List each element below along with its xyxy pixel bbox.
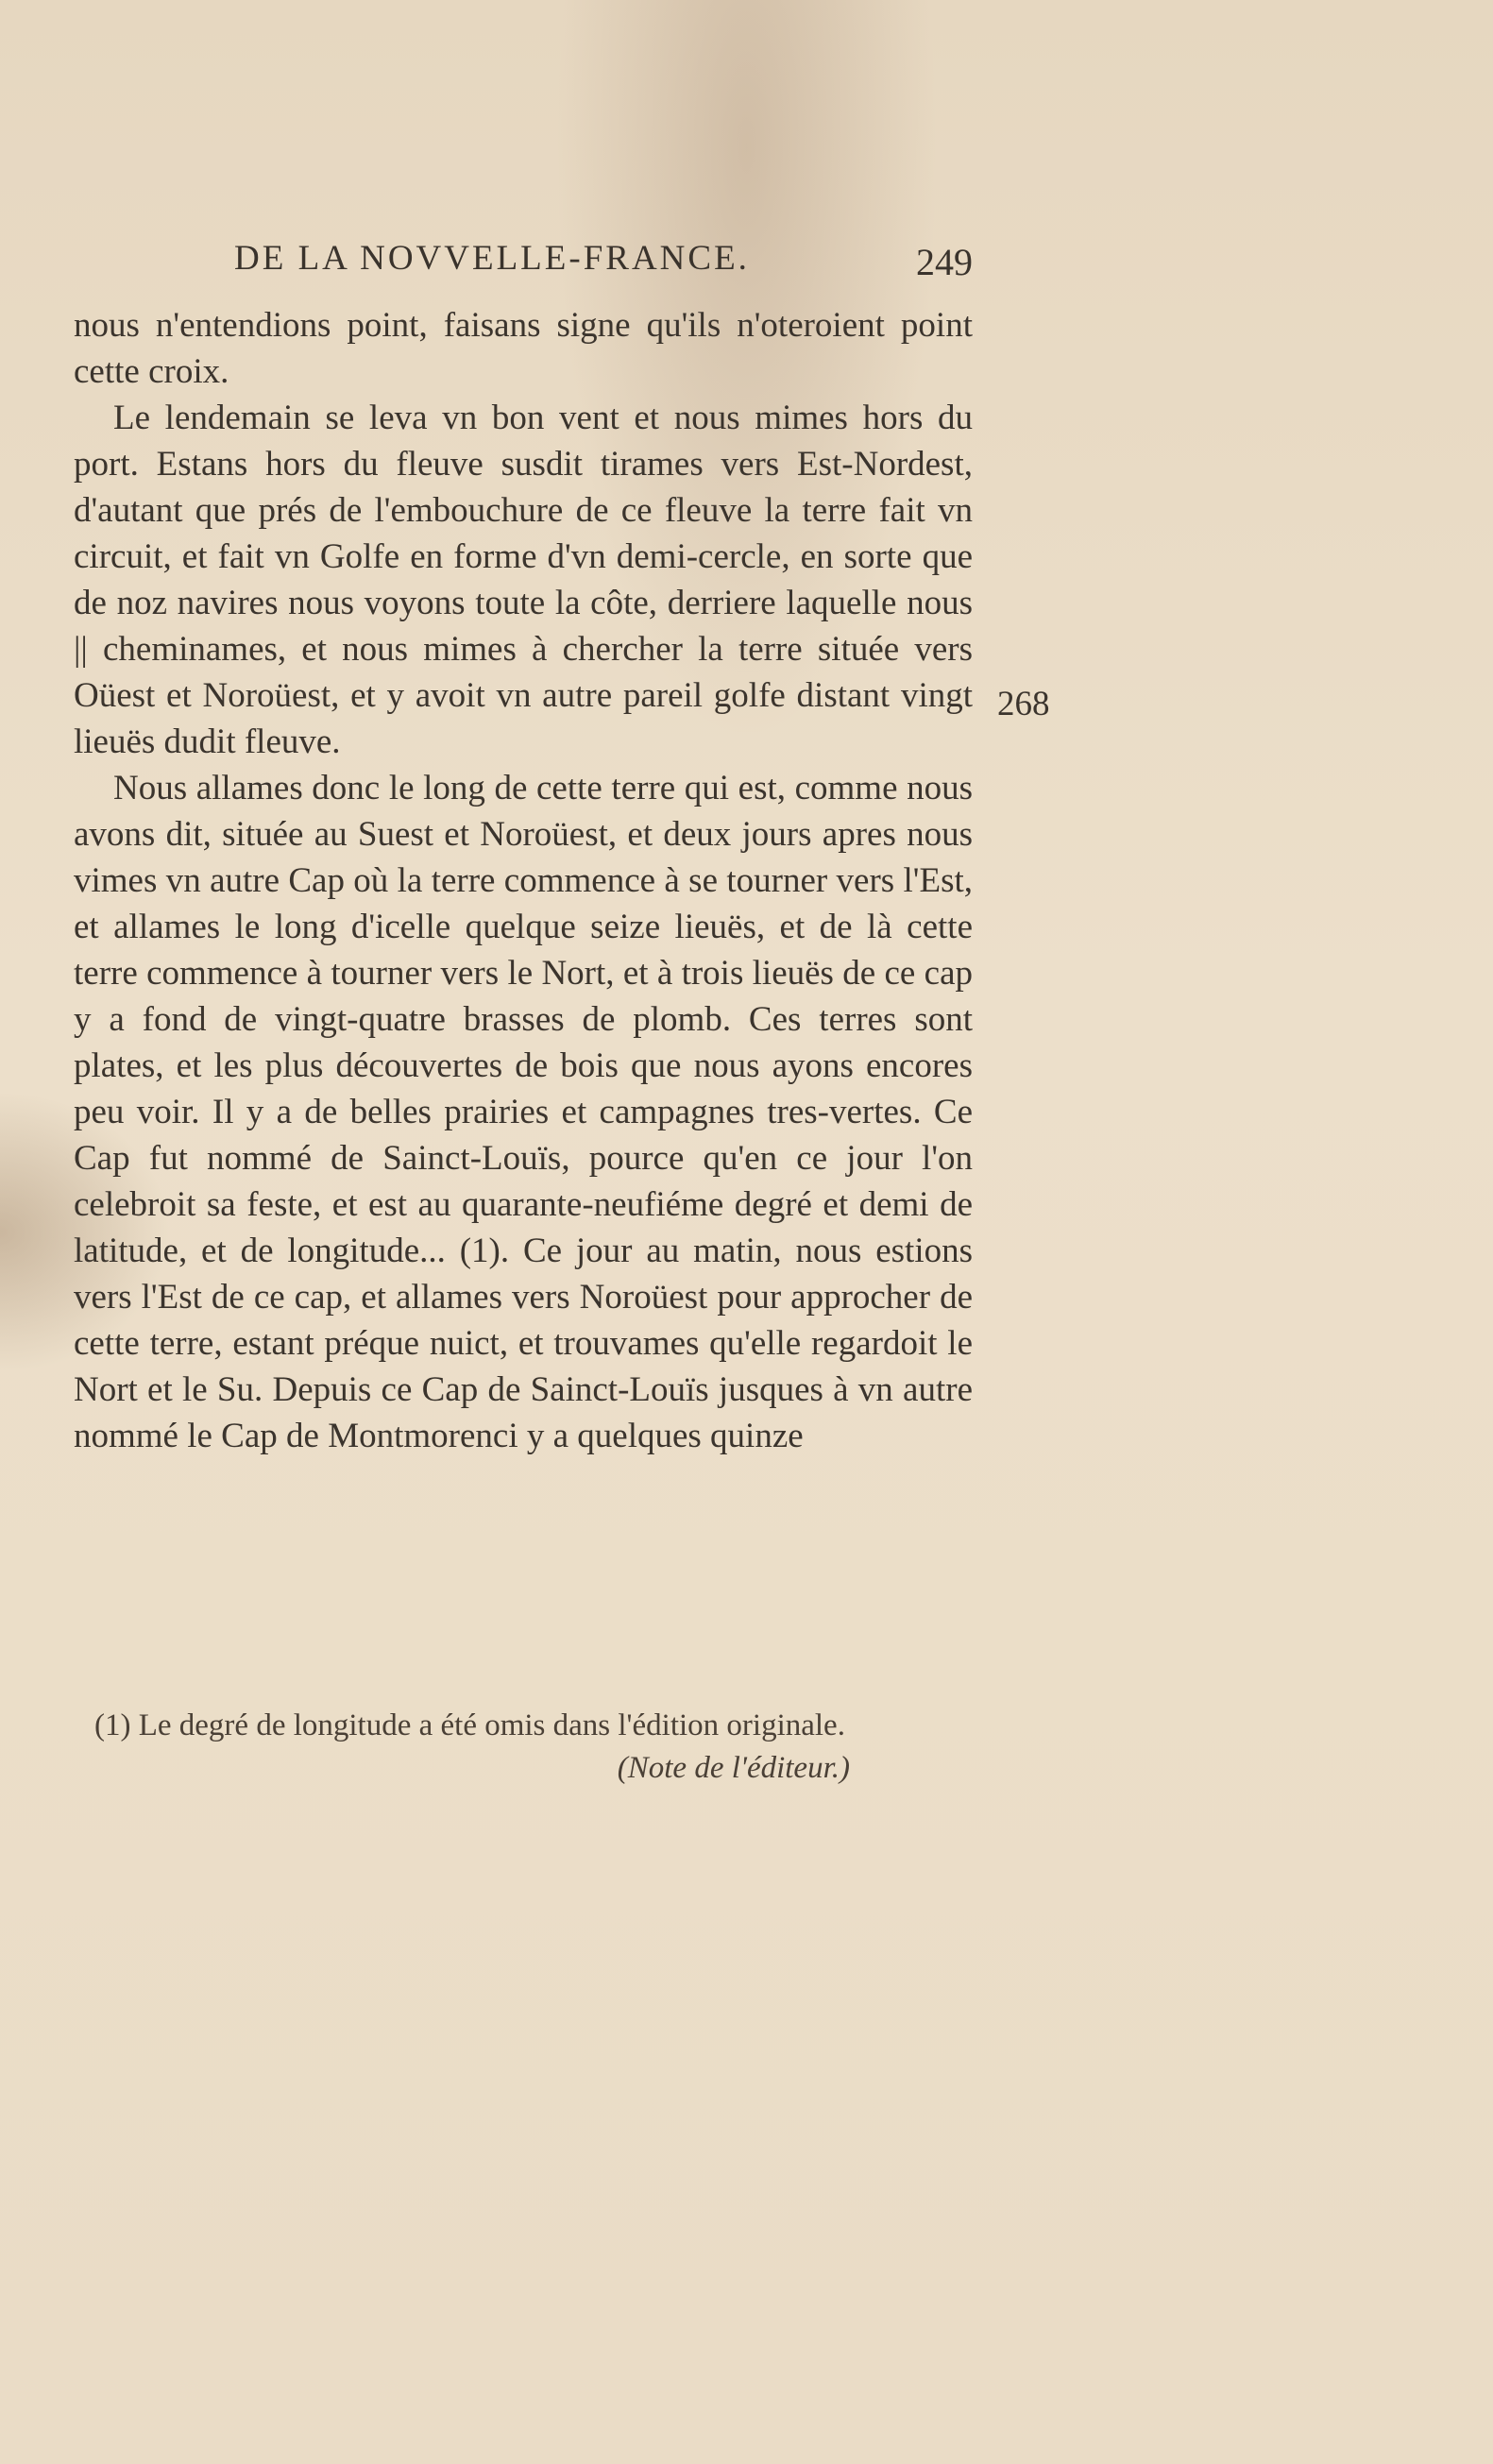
paragraph-1: nous n'entendions point, faisans signe qu'ils n'oteroient point cette croix. — [74, 306, 973, 391]
paragraph-3: Nous allames donc le long de cette terre qui est, comme nous avons dit, située au Suest et Noroüest, et deux jours apres nous vimes vn autre Cap où la terre commence à se tourner vers l'Est, et allames le long d'icelle quelque seize lieuës, et de là cette terre commence à tourner vers le Nort, et à trois lieuës de ce cap y a fond de vingt-quatre brasses de plomb. Ces terres sont plates, et les plus découvertes de bois que nous ayons encores peu voir. Il y a de belles prairies et campagnes tres-vertes. Ce Cap fut nommé de Sainct-Louïs, pource qu'en ce jour l'on celebroit sa feste, et est au quarante-neufiéme degré et demi de latitude, et de longitude... (1). Ce jour au matin, nous estions vers l'Est de ce cap, et allames vers Noroüest pour approcher de cette terre, estant préque nuict, et trouvames qu'elle regardoit le Nort et le Su. Depuis ce Cap de Sainct-Louïs jusques à vn autre nommé le Cap de Montmorenci y a quelques quinze — [74, 769, 973, 1455]
margin-page-reference: 268 — [997, 685, 1050, 723]
page-header — [234, 238, 973, 285]
paragraph-2: Le lendemain se leva vn bon vent et nous mimes hors du port. Estans hors du fleuve susdit tirames vers Est-Nordest, d'autant que prés de l'embouchure de ce fleuve la terre fait vn circuit, et fait vn Golfe en forme d'vn demi-cercle, en sorte que de noz navires nous voyons toute la côte, derriere laquelle nous || cheminames, et nous mimes à chercher la terre située vers Oüest et Noroüest, et y avoit vn autre pareil golfe distant vingt lieuës dudit fleuve. — [74, 399, 973, 761]
page-number: 249 — [916, 241, 973, 283]
footnote — [94, 1705, 968, 1790]
footnote-editor-note: (Note de l'éditeur.) — [617, 1751, 850, 1785]
footnote-text: (1) Le degré de longitude a été omis dans l'édition originale. — [94, 1708, 845, 1742]
body-text — [74, 302, 973, 1459]
running-head: DE LA NOVVELLE-FRANCE. — [234, 239, 750, 278]
